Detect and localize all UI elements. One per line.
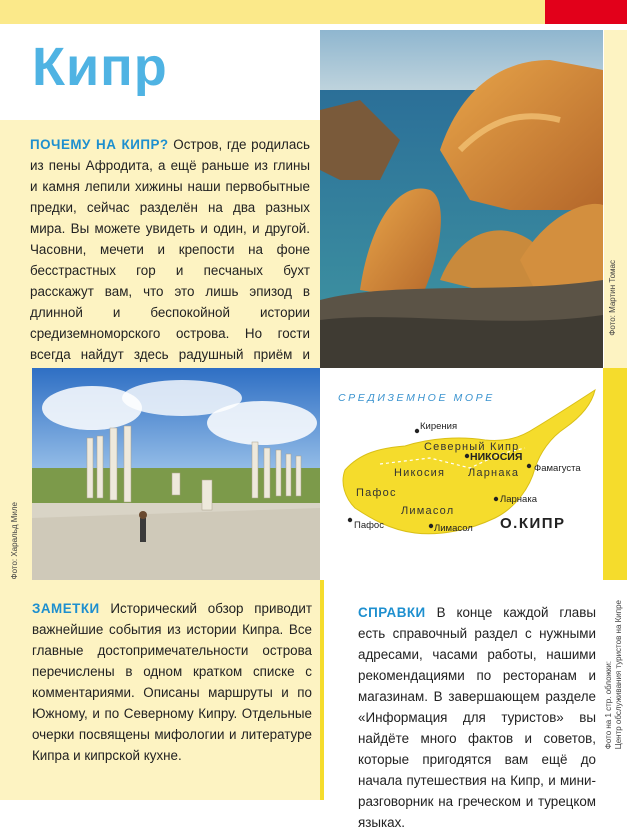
limassol-dot [429, 524, 433, 528]
limassol-city-label: Лимасол [434, 523, 473, 534]
notes-text: Исторический обзор приводит важнейшие события из истории Кипра. Все главные достопримечательности острова перечислены в одном кратком списке с комментариями. Описаны маршруты и по Южному, и по Северному Кипру. Отдельные очерки посвящены мифологии и литературе Кипра и кипрской кухне. [32, 601, 312, 763]
coast-photo-credit: Фото: Мартин Томас [608, 260, 617, 336]
nicosia-city-label: НИКОСИЯ [470, 451, 523, 463]
why-paragraph [30, 134, 310, 386]
refs-lead: СПРАВКИ [358, 605, 426, 620]
refs-text: В конце каждой главы есть справочный раздел с нужными адресами, часами работы, нашими рекомендациями по ресторанам и магазинам. В завершающем разделе «Информация для туристов» вы найдёте много фактов и советов, которые пригодятся вам ещё до начала путешествия на Кипр, и мини-разговорник на греческом и турецком языках. [358, 605, 596, 830]
top-color-strip [0, 0, 545, 24]
cover-credit-line1: Фото на 1 стр. обложки: [604, 660, 613, 750]
larnaca-dot [494, 497, 498, 501]
kyrenia-label: Кирения [420, 421, 458, 432]
paphos-dot [348, 518, 352, 522]
nicosia-dot [465, 454, 469, 458]
page-title: Кипр [32, 37, 168, 97]
cover-photo-credit [604, 600, 624, 749]
north-cyprus-label: Северный Кипр [424, 441, 520, 453]
notes-paragraph [32, 598, 312, 766]
island-label: О.КИПР [500, 515, 566, 532]
nicosia-region-label: Никосия [394, 467, 446, 479]
red-corner-block [545, 0, 627, 24]
cover-credit-line2: Центр обслуживания туристов на Кипре [614, 600, 623, 750]
notes-divider [320, 580, 324, 800]
sea-label: СРЕДИЗЕМНОЕ МОРЕ [338, 392, 495, 404]
paphos-city-label: Пафос [354, 520, 384, 531]
famagusta-label: Фамагуста [534, 463, 581, 474]
refs-paragraph [358, 602, 596, 833]
coast-photo [320, 30, 603, 368]
cyprus-map [320, 368, 603, 580]
limassol-region-label: Лимасол [401, 505, 455, 517]
ruins-photo [32, 368, 320, 580]
larnaca-region-label: Ларнака [468, 467, 520, 479]
kyrenia-dot [415, 429, 419, 433]
ruins-photo-credit: Фото: Харальд Миле [10, 502, 19, 580]
larnaca-city-label: Ларнака [500, 494, 537, 505]
famagusta-dot [527, 464, 531, 468]
paphos-region-label: Пафос [356, 487, 397, 499]
map-side-strip [603, 368, 627, 580]
why-text: Остров, где родилась из пены Афродита, а ещё раньше из глины и камня лепили хижины наши первобытные предки, сейчас разделён на два разных мира. Вы можете увидеть и один, и другой. Часовни, мечети и крепости на фоне бесстрастных гор и песчаных бухт расскажут вам, что это лишь эпизод в длинной и беспокойной истории средиземноморского острова. Но гости всегда найдут здесь радушный приём и [30, 137, 310, 362]
notes-lead: ЗАМЕТКИ [32, 601, 100, 616]
why-lead: ПОЧЕМУ НА КИПР? [30, 137, 169, 152]
